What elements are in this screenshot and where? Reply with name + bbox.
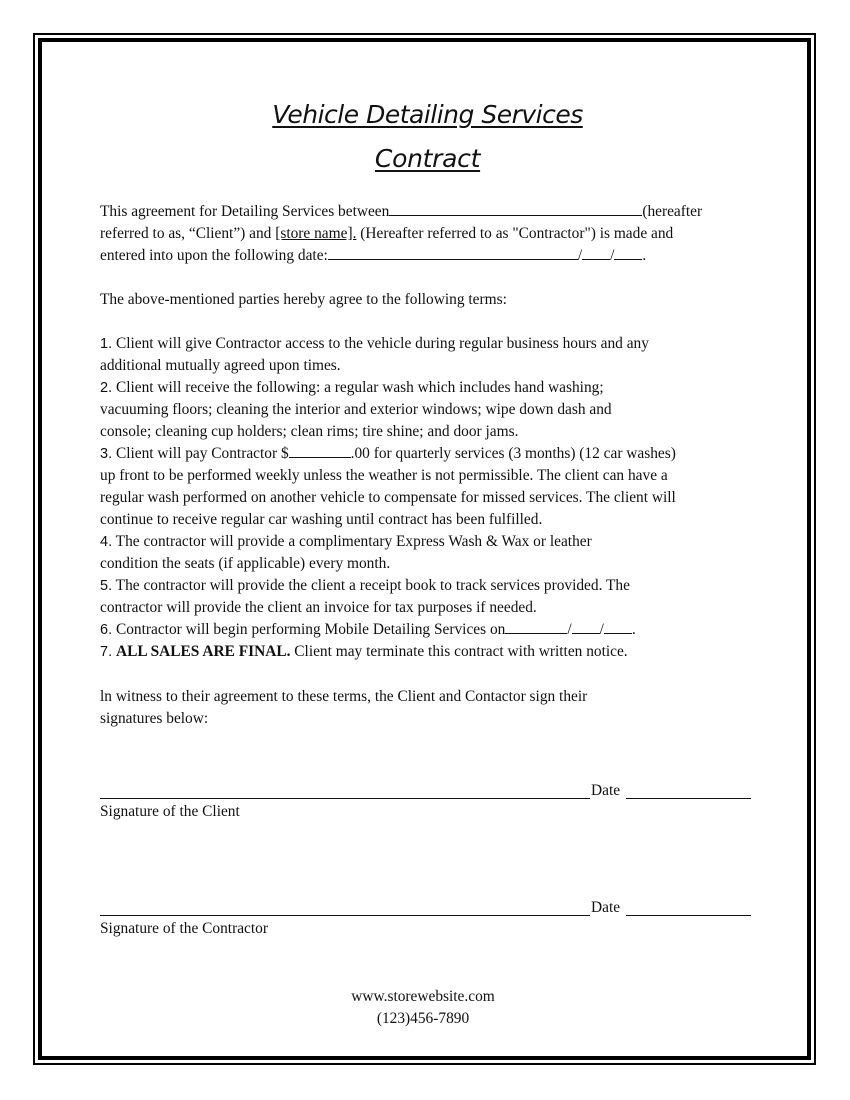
term-text: Client will pay Contractor $ [115,445,289,462]
witness-text: ln witness to their agreement to these terms, the Client and Contactor sign their [100,688,588,705]
term-number: 1. [100,336,113,352]
term-text: up front to be performed weekly unless the weather is not permissible. The client can have a [100,467,668,484]
term-text: contractor will provide the client an invoice for tax purposes if needed. [100,599,537,616]
store-website: www.storewebsite.com [351,988,495,1005]
intro-paragraph [100,201,755,267]
term-text: Client may terminate this contract with written notice. [290,643,628,660]
term-text: .00 for quarterly services (3 months) (12 car washes) [350,445,676,462]
term-2 [100,377,755,443]
term-1 [100,333,755,377]
client-date-line[interactable] [626,798,751,799]
contractor-signature-line[interactable] [100,915,590,916]
period: . [631,621,636,638]
agreement-date-year-blank[interactable] [614,245,642,260]
contractor-date-line[interactable] [626,915,751,916]
term-text: additional mutually agreed upon times. [100,357,341,374]
term-text: The contractor will provide the client a receipt book to track services provided. The [115,577,630,594]
witness-paragraph [100,686,755,730]
term-7 [100,641,755,663]
intro-text: (Hereafter referred to as "Contractor") is made and [360,225,674,242]
store-phone: (123)456-7890 [376,1010,470,1027]
intro-text: entered into upon the following date: [100,247,328,264]
term-text: condition the seats (if applicable) every month. [100,555,391,572]
term-text: vacuuming floors; cleaning the interior and exterior windows; wipe down dash and [100,401,612,418]
intro-line-2 [100,223,755,245]
start-date-month-blank[interactable] [505,619,567,634]
start-date-day-blank[interactable] [572,619,600,634]
client-signature-line[interactable] [100,798,590,799]
store-name-placeholder: [store name]. [275,225,357,242]
term-4 [100,531,755,575]
all-sales-final: ALL SALES ARE FINAL. [115,643,291,660]
term-text: console; cleaning cup holders; clean rims; tire shine; and door jams. [100,423,519,440]
term-number: 5. [100,578,113,594]
term-text: The contractor will provide a complimentary Express Wash & Wax or leather [115,533,592,550]
term-number: 3. [100,446,113,462]
footer [100,986,746,1030]
term-text: Client will receive the following: a regular wash which includes hand washing; [115,379,604,396]
start-date-year-blank[interactable] [604,619,632,634]
client-name-blank[interactable] [389,201,642,216]
term-5 [100,575,755,619]
contractor-signature-label: Signature of the Contractor [100,920,268,937]
client-date-label: Date [591,782,621,799]
intro-text: This agreement for Detailing Services between [100,203,390,220]
period: . [642,247,647,264]
contractor-date-label: Date [591,899,621,916]
term-text: regular wash performed on another vehicle to compensate for missed services. The client will [100,489,676,506]
intro-line-1 [100,201,755,223]
terms-intro: The above-mentioned parties hereby agree to the following terms: [100,291,507,308]
date-separator: / [567,621,572,638]
term-6 [100,619,755,641]
agreement-date-day-blank[interactable] [582,245,610,260]
document-subtitle: Contract [374,144,481,173]
term-number: 2. [100,380,113,396]
term-text: Client will give Contractor access to the vehicle during regular business hours and any [115,335,649,352]
date-separator: / [599,621,604,638]
term-number: 7. [100,644,113,660]
witness-text: signatures below: [100,710,209,727]
date-separator: / [577,247,583,264]
client-signature-label: Signature of the Client [100,803,240,820]
term-number: 4. [100,534,113,550]
document-title: Vehicle Detailing Services [272,100,583,129]
term-number: 6. [100,622,113,638]
terms-list [100,333,755,663]
term-text: continue to receive regular car washing until contract has been fulfilled. [100,511,543,528]
term-text: Contractor will begin performing Mobile Detailing Services on [115,621,506,638]
intro-text: referred to as, “Client”) and [100,225,272,242]
agreement-date-blank[interactable] [328,245,578,260]
payment-amount-blank[interactable] [289,443,351,458]
intro-line-3 [100,245,755,267]
term-3 [100,443,755,531]
intro-text: (hereafter [642,203,703,220]
date-separator: / [610,247,615,264]
